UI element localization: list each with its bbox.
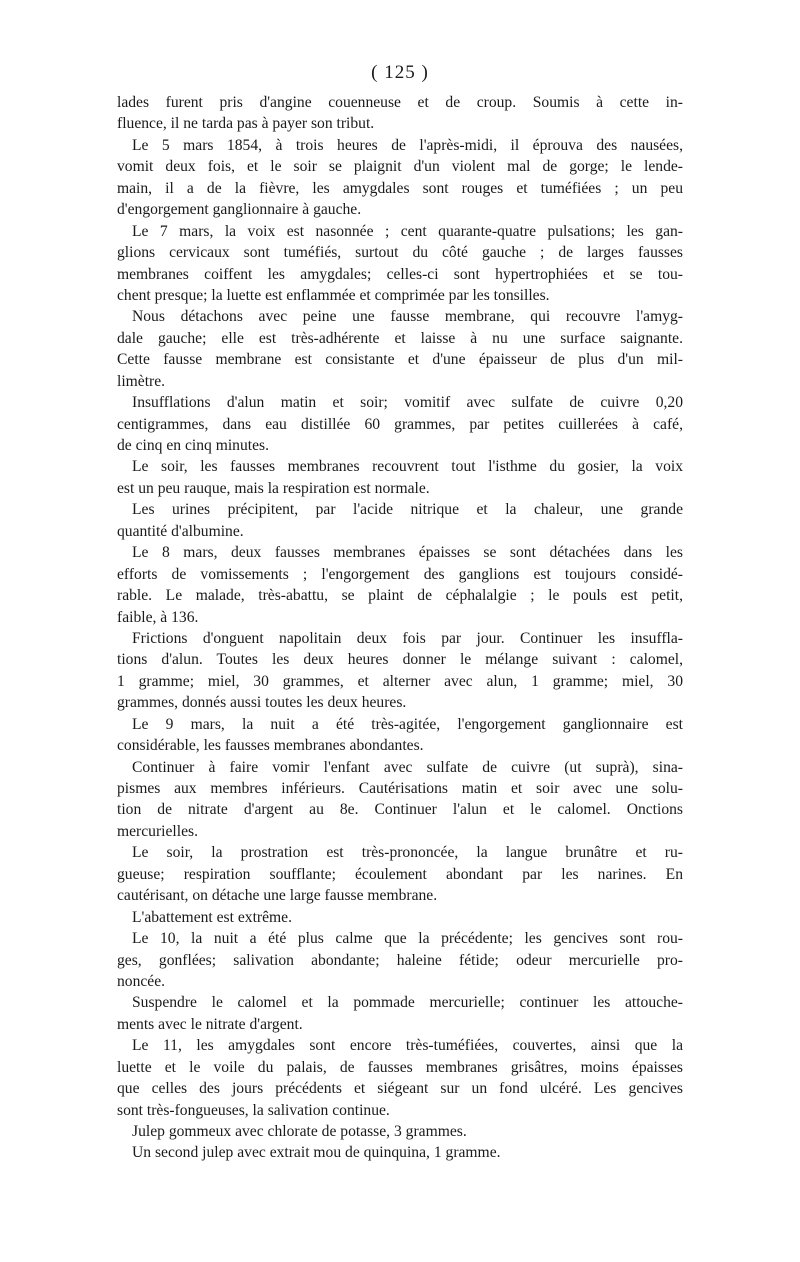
text-line: sont très-fongueuses, la salivation continue. (117, 1101, 390, 1119)
text-line: 1 gramme; miel, 30 grammes, et alterner avec alun, 1 gramme; miel, 30 (117, 672, 683, 690)
text-line: considérable, les fausses membranes abondantes. (117, 737, 424, 755)
text-line: vomit deux fois, et le soir se plaignit d'un violent mal de gorge; le lende- (117, 158, 683, 176)
text-line: Le 11, les amygdales sont encore très-tuméfiées, couvertes, ainsi que la (132, 1037, 683, 1055)
text-line: luette et le voile du palais, de fausses membranes grisâtres, moins épaisses (117, 1058, 683, 1076)
text-line: Le 5 mars 1854, à trois heures de l'après-midi, il éprouva des nausées, (132, 136, 683, 154)
text-line: Le 8 mars, deux fausses membranes épaisses se sont détachées dans les (132, 544, 683, 562)
text-line: lades furent pris d'angine couenneuse et de croup. Soumis à cette in- (117, 94, 683, 111)
text-line: Cette fausse membrane est consistante et d'une épaisseur de plus d'un mil- (117, 351, 683, 369)
text-line: Le soir, les fausses membranes recouvrent tout l'isthme du gosier, la voix (132, 458, 683, 476)
text-line: main, il a de la fièvre, les amygdales sont rouges et tuméfiées ; un peu (117, 179, 683, 197)
text-line: Les urines précipitent, par l'acide nitrique et la chaleur, une grande (132, 501, 683, 519)
text-line: mercurielles. (117, 822, 198, 840)
text-line: quantité d'albumine. (117, 522, 244, 540)
text-line: cautérisant, on détache une large fausse membrane. (117, 887, 438, 905)
text-line: efforts de vomissements ; l'engorgement des ganglions est toujours considé- (117, 565, 683, 583)
text-line: L'abattement est extrême. (132, 908, 292, 926)
text-line: chent presque; la luette est enflammée et comprimée par les tonsilles. (117, 286, 550, 304)
text-line: tion de nitrate d'argent au 8e. Continuer l'alun et le calomel. Onctions (117, 801, 683, 819)
text-line: Le soir, la prostration est très-prononcée, la langue brunâtre et ru- (132, 844, 683, 862)
text-line: Le 10, la nuit a été plus calme que la précédente; les gencives sont rou- (132, 930, 683, 948)
text-line: faible, à 136. (117, 608, 199, 626)
text-line: limètre. (117, 372, 166, 390)
text-line: d'engorgement ganglionnaire à gauche. (117, 201, 362, 219)
text-line: est un peu rauque, mais la respiration est normale. (117, 479, 430, 497)
text-line: Frictions d'onguent napolitain deux fois par jour. Continuer les insuffla- (132, 629, 683, 647)
text-line: membranes coiffent les amygdales; celles-ci sont hypertrophiées et se tou- (117, 265, 683, 283)
text-line: que celles des jours précédents et siégeant sur un fond ulcéré. Les gencives (117, 1080, 683, 1098)
body-text (117, 92, 683, 1164)
text-line: fluence, il ne tarda pas à payer son tribut. (117, 115, 375, 133)
text-line: dale gauche; elle est très-adhérente et laisse à nu une surface saignante. (117, 329, 683, 347)
text-line: Continuer à faire vomir l'enfant avec sulfate de cuivre (ut suprà), sina- (132, 758, 683, 776)
text-line: gueuse; respiration soufflante; écoulement abondant par les narines. En (117, 865, 683, 883)
text-line: Nous détachons avec peine une fausse membrane, qui recouvre l'amyg- (132, 308, 683, 326)
text-line: pismes aux membres inférieurs. Cautérisations matin et soir avec une solu- (117, 780, 683, 797)
text-line: Insufflations d'alun matin et soir; vomitif avec sulfate de cuivre 0,20 (132, 394, 683, 412)
text-line: glions cervicaux sont tuméfiés, surtout du côté gauche ; de larges fausses (117, 244, 683, 262)
text-line: rable. Le malade, très-abattu, se plaint de céphalalgie ; le pouls est petit, (117, 587, 683, 605)
text-line: ments avec le nitrate d'argent. (117, 1015, 303, 1033)
text-line: ges, gonflées; salivation abondante; haleine fétide; odeur mercurielle pro- (117, 951, 683, 969)
text-line: Suspendre le calomel et la pommade mercurielle; continuer les attouche- (132, 994, 683, 1012)
text-line: tions d'alun. Toutes les deux heures donner le mélange suivant : calomel, (117, 651, 683, 669)
page-number: ( 125 ) (371, 62, 429, 83)
text-line: Un second julep avec extrait mou de quinquina, 1 gramme. (132, 1144, 501, 1162)
text-line: Le 7 mars, la voix est nasonnée ; cent quarante-quatre pulsations; les gan- (132, 222, 683, 240)
text-line: grammes, donnés aussi toutes les deux heures. (117, 694, 407, 712)
text-line: Julep gommeux avec chlorate de potasse, 3 grammes. (132, 1123, 467, 1140)
text-line: Le 9 mars, la nuit a été très-agitée, l'engorgement ganglionnaire est (132, 715, 683, 733)
text-line: noncée. (117, 972, 166, 990)
text-line: centigrammes, dans eau distillée 60 grammes, par petites cuillerées à café, (117, 415, 683, 433)
text-line: de cinq en cinq minutes. (117, 437, 270, 454)
